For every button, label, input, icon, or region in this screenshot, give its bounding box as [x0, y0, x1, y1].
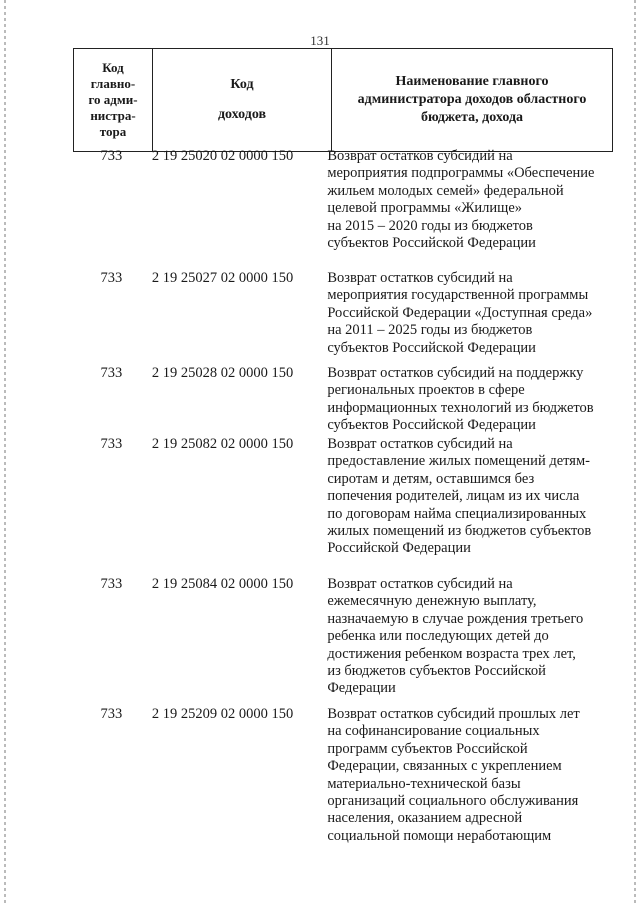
table-row [73, 576, 613, 706]
name-line: населения, оказанием адресной [327, 810, 523, 827]
name-line: Возврат остатков субсидий на поддержку [327, 365, 584, 381]
name-line: программ субъектов Российской [327, 740, 528, 757]
income-code: 2 19 25027 02 0000 150 [151, 270, 294, 286]
table-body [73, 148, 613, 856]
name-line: мероприятия государственной программы [327, 287, 589, 304]
name-line: материально-технической базы [327, 775, 521, 792]
name-line: сиротам и детям, оставшимся без [327, 470, 535, 487]
name-line: субъектов Российской Федерации [327, 339, 536, 356]
header-admin-line: нистра- [90, 108, 136, 123]
header-income-code [153, 49, 332, 152]
income-code: 2 19 25084 02 0000 150 [151, 576, 294, 592]
table-row [73, 365, 613, 436]
page-number: 131 [310, 33, 330, 48]
name-line: социальной помощи неработающим [327, 827, 552, 844]
name-line: по договорам найма специализированных [327, 505, 587, 522]
income-name [319, 148, 613, 270]
name-line: Возврат остатков субсидий на [327, 576, 513, 592]
header-name-line: Наименование главного [395, 74, 549, 89]
header-admin-line: главно- [90, 76, 136, 91]
admin-code: 733 [100, 365, 123, 381]
header-name [332, 49, 613, 152]
name-line: жилых помещений из бюджетов субъектов [327, 523, 592, 540]
header-code-line: доходов [217, 107, 267, 122]
header-name-line: администратора доходов областного [357, 92, 587, 107]
income-name [319, 270, 613, 365]
income-code: 2 19 25028 02 0000 150 [151, 365, 294, 381]
name-line: из бюджетов субъектов Российской [327, 663, 546, 680]
header-code-line: Код [230, 77, 254, 92]
scan-edge-left [4, 0, 6, 905]
name-line: организаций социального обслуживания [327, 793, 579, 810]
name-line: Федерации [327, 680, 396, 697]
name-line: на софинансирование социальных [327, 723, 540, 740]
name-line: на 2011 – 2025 годы из бюджетов [327, 322, 533, 339]
name-line: Федерации, связанных с укреплением [327, 758, 562, 775]
admin-code: 733 [100, 576, 123, 592]
name-line: субъектов Российской Федерации [327, 417, 536, 434]
name-line: ребенка или последующих детей до [327, 628, 549, 645]
table-row [73, 436, 613, 576]
scan-edge-right [634, 0, 636, 905]
header-admin-code [74, 49, 153, 152]
table-row [73, 148, 613, 270]
income-code: 2 19 25082 02 0000 150 [151, 436, 294, 452]
header-admin-line: тора [99, 124, 127, 139]
name-line: Возврат остатков субсидий на [327, 148, 513, 164]
income-code: 2 19 25020 02 0000 150 [151, 148, 294, 164]
name-line: Российской Федерации [327, 540, 471, 557]
name-line: региональных проектов в сфере [327, 382, 525, 399]
name-line: жильем молодых семей» федеральной [327, 182, 564, 199]
name-line: попечения родителей, лицам из их числа [327, 488, 580, 505]
name-line: информационных технологий из бюджетов [327, 399, 594, 416]
income-code: 2 19 25209 02 0000 150 [151, 706, 294, 722]
admin-code: 733 [100, 148, 123, 164]
table-header [73, 48, 613, 152]
admin-code: 733 [100, 706, 123, 722]
income-name [319, 706, 613, 856]
name-line: субъектов Российской Федерации [327, 235, 536, 252]
name-line: ежемесячную денежную выплату, [327, 593, 537, 610]
name-line: Российской Федерации «Доступная среда» [327, 304, 593, 321]
name-line: Возврат остатков субсидий прошлых лет [327, 706, 580, 722]
table-row [73, 270, 613, 365]
income-name [319, 365, 613, 436]
header-admin-line: Код [102, 60, 124, 75]
name-line: Возврат остатков субсидий на [327, 436, 513, 452]
name-line: целевой программы «Жилище» [327, 200, 523, 217]
header-admin-line: го адми- [88, 92, 138, 107]
admin-code: 733 [100, 436, 123, 452]
table-row [73, 706, 613, 856]
name-line: назначаемую в случае рождения третьего [327, 610, 584, 627]
header-name-line: бюджета, дохода [420, 110, 524, 125]
name-line: на 2015 – 2020 годы из бюджетов [327, 217, 533, 234]
name-line: достижения ребенком возраста трех лет, [327, 645, 576, 662]
admin-code: 733 [100, 270, 123, 286]
name-line: предоставление жилых помещений детям- [327, 453, 590, 470]
name-line: мероприятия подпрограммы «Обеспечение [327, 165, 595, 182]
income-name [319, 576, 613, 706]
income-name [319, 436, 613, 576]
name-line: Возврат остатков субсидий на [327, 270, 513, 286]
